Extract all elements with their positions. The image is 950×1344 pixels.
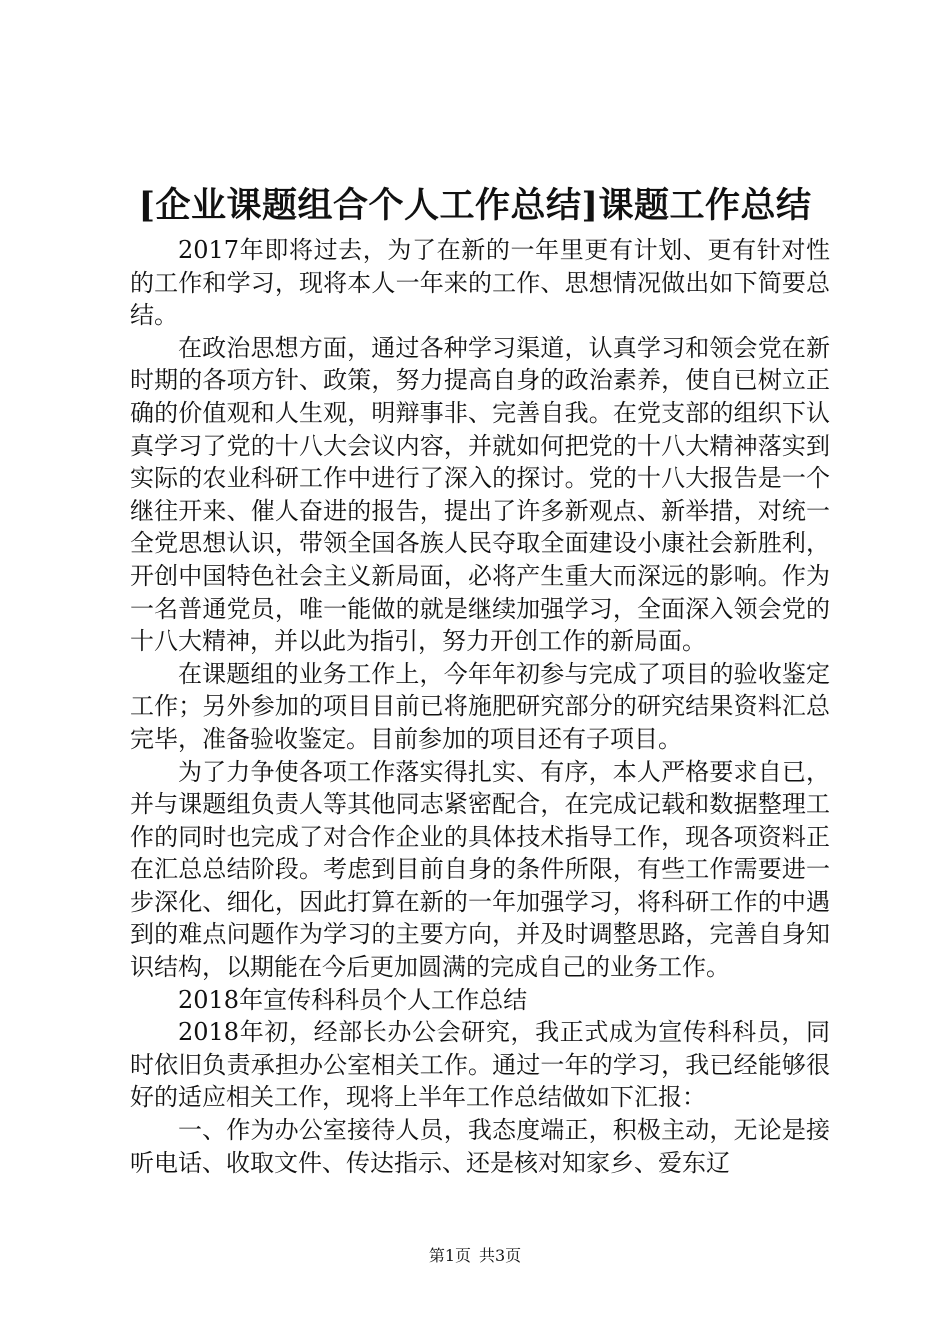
paragraph: 在课题组的业务工作上，今年年初参与完成了项目的验收鉴定工作；另外参加的项目目前已将施肥研究部分的研究结果资料汇总完毕，准备验收鉴定。目前参加的项目还有子项目。 (130, 659, 830, 753)
page-number: 第1页 (428, 1246, 471, 1265)
paragraph: 2017年即将过去，为了在新的一年里更有计划、更有针对性的工作和学习，现将本人一年来的工作、思想情况做出如下简要总结。 (130, 236, 830, 330)
paragraph: 一、作为办公室接待人员，我态度端正，积极主动，无论是接听电话、收取文件、传达指示、还是核对知家乡、爱东辽 (130, 1116, 830, 1177)
document-body (130, 234, 830, 1179)
page-total: 共3页 (479, 1246, 522, 1265)
paragraph: 为了力争使各项工作落实得扎实、有序，本人严格要求自已，并与课题组负责人等其他同志紧密配合，在完成记载和数据整理工作的同时也完成了对合作企业的具体技术指导工作，现各项资料正在汇总总结阶段。考虑到目前自身的条件所限，有些工作需要进一步深化、细化，因此打算在新的一年加强学习，将科研工作的中遇到的难点问题作为学习的主要方向，并及时调整思路，完善自身知识结构，以期能在今后更加圆满的完成自己的业务工作。 (130, 757, 830, 982)
page-footer (0, 1245, 950, 1267)
paragraph: 在政治思想方面，通过各种学习渠道，认真学习和领会党在新时期的各项方针、政策，努力提高自身的政治素养，使自已树立正确的价值观和人生观，明辩事非、完善自我。在党支部的组织下认真学习了党的十八大会议内容，并就如何把党的十八大精神落实到实际的农业科研工作中进行了深入的探讨。党的十八大报告是一个继往开来、催人奋进的报告，提出了许多新观点、新举措，对统一全党思想认识，带领全国各族人民夺取全面建设小康社会新胜利，开创中国特色社会主义新局面，必将产生重大而深远的影响。作为一名普通党员，唯一能做的就是继续加强学习，全面深入领会党的十八大精神，并以此为指引，努力开创工作的新局面。 (130, 333, 830, 656)
section-heading: 2018年宣传科科员个人工作总结 (178, 985, 528, 1014)
document-title: [企业课题组合个人工作总结]课题工作总结 (138, 185, 812, 226)
paragraph: 2018年初，经部长办公会研究，我正式成为宣传科科员，同时依旧负责承担办公室相关工作。通过一年的学习，我已经能够很好的适应相关工作，现将上半年工作总结做如下汇报： (130, 1018, 830, 1112)
